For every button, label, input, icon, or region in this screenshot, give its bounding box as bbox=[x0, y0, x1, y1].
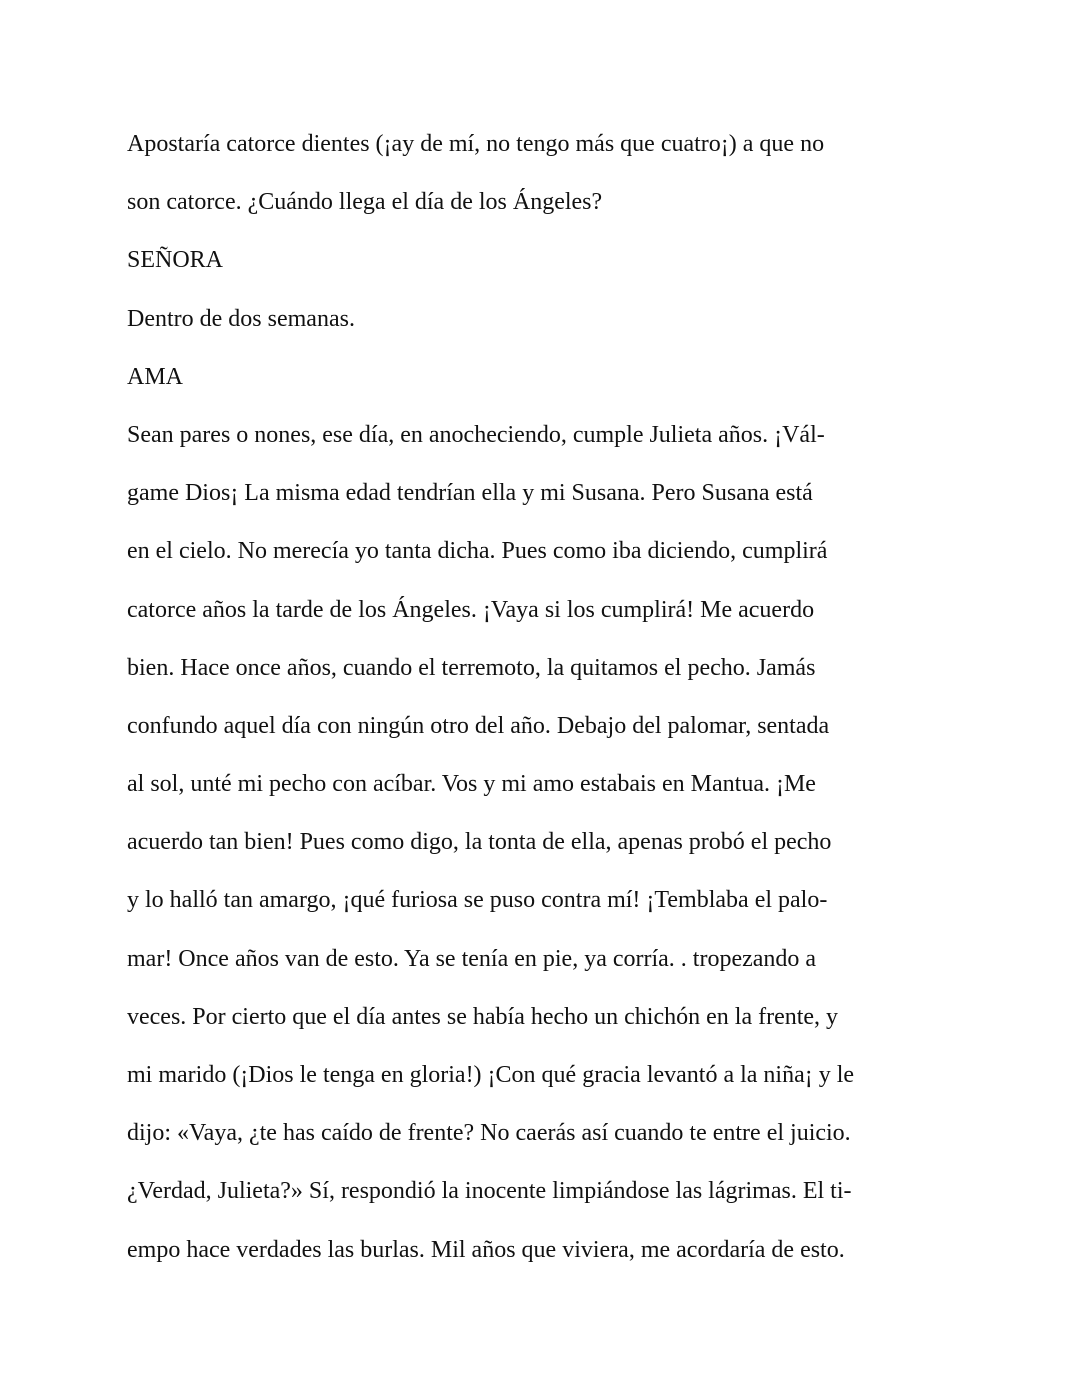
text-line: game Dios¡ La misma edad tendrían ella y mi Susana. Pero Susana está bbox=[127, 480, 813, 507]
text-line: ¿Verdad, Julieta?» Sí, respondió la inocente limpiándose las lágrimas. El ti- bbox=[127, 1178, 852, 1205]
text-line: empo hace verdades las burlas. Mil años que viviera, me acordaría de esto. bbox=[127, 1236, 845, 1263]
text-line: son catorce. ¿Cuándo llega el día de los Ángeles? bbox=[127, 189, 603, 216]
text-line: en el cielo. No merecía yo tanta dicha. Pues como iba diciendo, cumplirá bbox=[127, 538, 828, 565]
text-line: y lo halló tan amargo, ¡qué furiosa se puso contra mí! ¡Temblaba el palo- bbox=[127, 887, 828, 914]
play-text bbox=[127, 115, 957, 1279]
text-line: al sol, unté mi pecho con acíbar. Vos y mi amo estabais en Mantua. ¡Me bbox=[127, 771, 816, 798]
text-line: dijo: «Vaya, ¿te has caído de frente? No caerás así cuando te entre el juicio. bbox=[127, 1120, 851, 1147]
text-line: mar! Once años van de esto. Ya se tenía en pie, ya corría. . tropezando a bbox=[127, 945, 817, 972]
text-line: mi marido (¡Dios le tenga en gloria!) ¡Con qué gracia levantó a la niña¡ y le bbox=[127, 1062, 855, 1088]
text-line: veces. Por cierto que el día antes se había hecho un chichón en la frente, y bbox=[127, 1003, 839, 1030]
text-line: Dentro de dos semanas. bbox=[127, 305, 355, 332]
text-line: Apostaría catorce dientes (¡ay de mí, no tengo más que cuatro¡) a que no bbox=[127, 131, 825, 157]
text-line: bien. Hace once años, cuando el terremoto, la quitamos el pecho. Jamás bbox=[127, 654, 816, 681]
speaker-name: SEÑORA bbox=[127, 247, 224, 274]
text-line: acuerdo tan bien! Pues como digo, la tonta de ella, apenas probó el pecho bbox=[127, 829, 832, 856]
speaker-name: AMA bbox=[127, 363, 184, 390]
text-line: confundo aquel día con ningún otro del año. Debajo del palomar, sentada bbox=[127, 712, 830, 739]
text-line: catorce años la tarde de los Ángeles. ¡Vaya si los cumplirá! Me acuerdo bbox=[127, 596, 815, 623]
text-line: Sean pares o nones, ese día, en anocheciendo, cumple Julieta años. ¡Vál- bbox=[127, 421, 825, 448]
